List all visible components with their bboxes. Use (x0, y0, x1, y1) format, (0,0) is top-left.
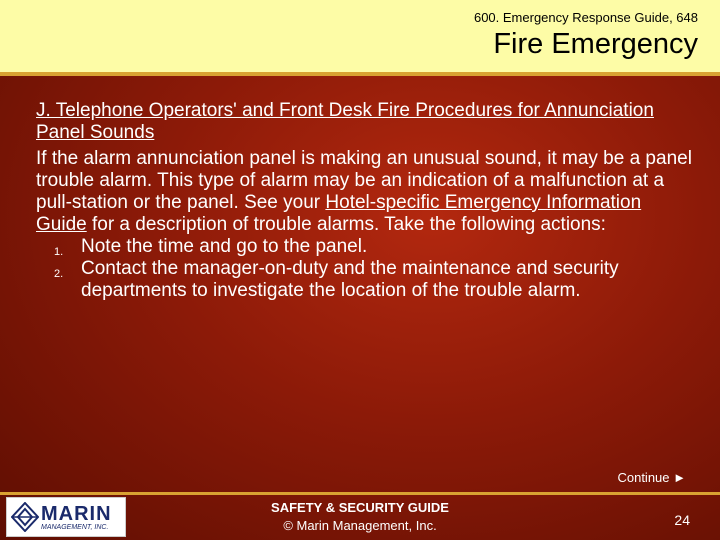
logo-wordmark: MARIN (41, 503, 112, 525)
step-text: Note the time and go to the panel. (81, 236, 368, 257)
main-content (36, 100, 696, 302)
page-number: 24 (674, 512, 690, 528)
footer-divider (0, 492, 720, 495)
footer-copyright: © Marin Management, Inc. (283, 518, 437, 533)
side-label-container (0, 88, 40, 468)
header-bar (0, 0, 720, 72)
marin-logo (6, 497, 126, 537)
body-paragraph (36, 148, 696, 236)
step-text: Contact the manager-on-duty and the maintenance and security departments to investigate the location of the trouble alarm. (81, 258, 619, 301)
logo-subtitle: MANAGEMENT, INC. (41, 524, 109, 531)
header-divider (0, 72, 720, 76)
paragraph-text-before-link: If the alarm annunciation panel is making an unusual sound, it may be a panel trouble alarm. This type of alarm may be an indication of a malfunction at a pull-station or the panel. See your (36, 148, 692, 213)
logo-mark-icon (11, 502, 39, 532)
section-heading: J. Telephone Operators' and Front Desk Fire Procedures for Annunciation Panel Sounds (36, 100, 654, 143)
list-item (36, 236, 696, 258)
footer-caption (240, 500, 480, 533)
step-number: 2. (54, 268, 64, 280)
page-title: Fire Emergency (493, 28, 698, 60)
guide-label: 600. Emergency Response Guide, 648 (473, 10, 698, 25)
hotel-guide-link[interactable]: Hotel-specific Emergency Information Guide (36, 192, 642, 235)
continue-link[interactable]: Continue ► (617, 470, 686, 485)
paragraph-text-after-link: for a description of trouble alarms. Take the following actions: (86, 214, 606, 235)
footer-guide-title: SAFETY & SECURITY GUIDE (271, 500, 449, 515)
list-item (36, 258, 696, 302)
step-number: 1. (54, 246, 64, 258)
action-steps-list (36, 236, 696, 302)
